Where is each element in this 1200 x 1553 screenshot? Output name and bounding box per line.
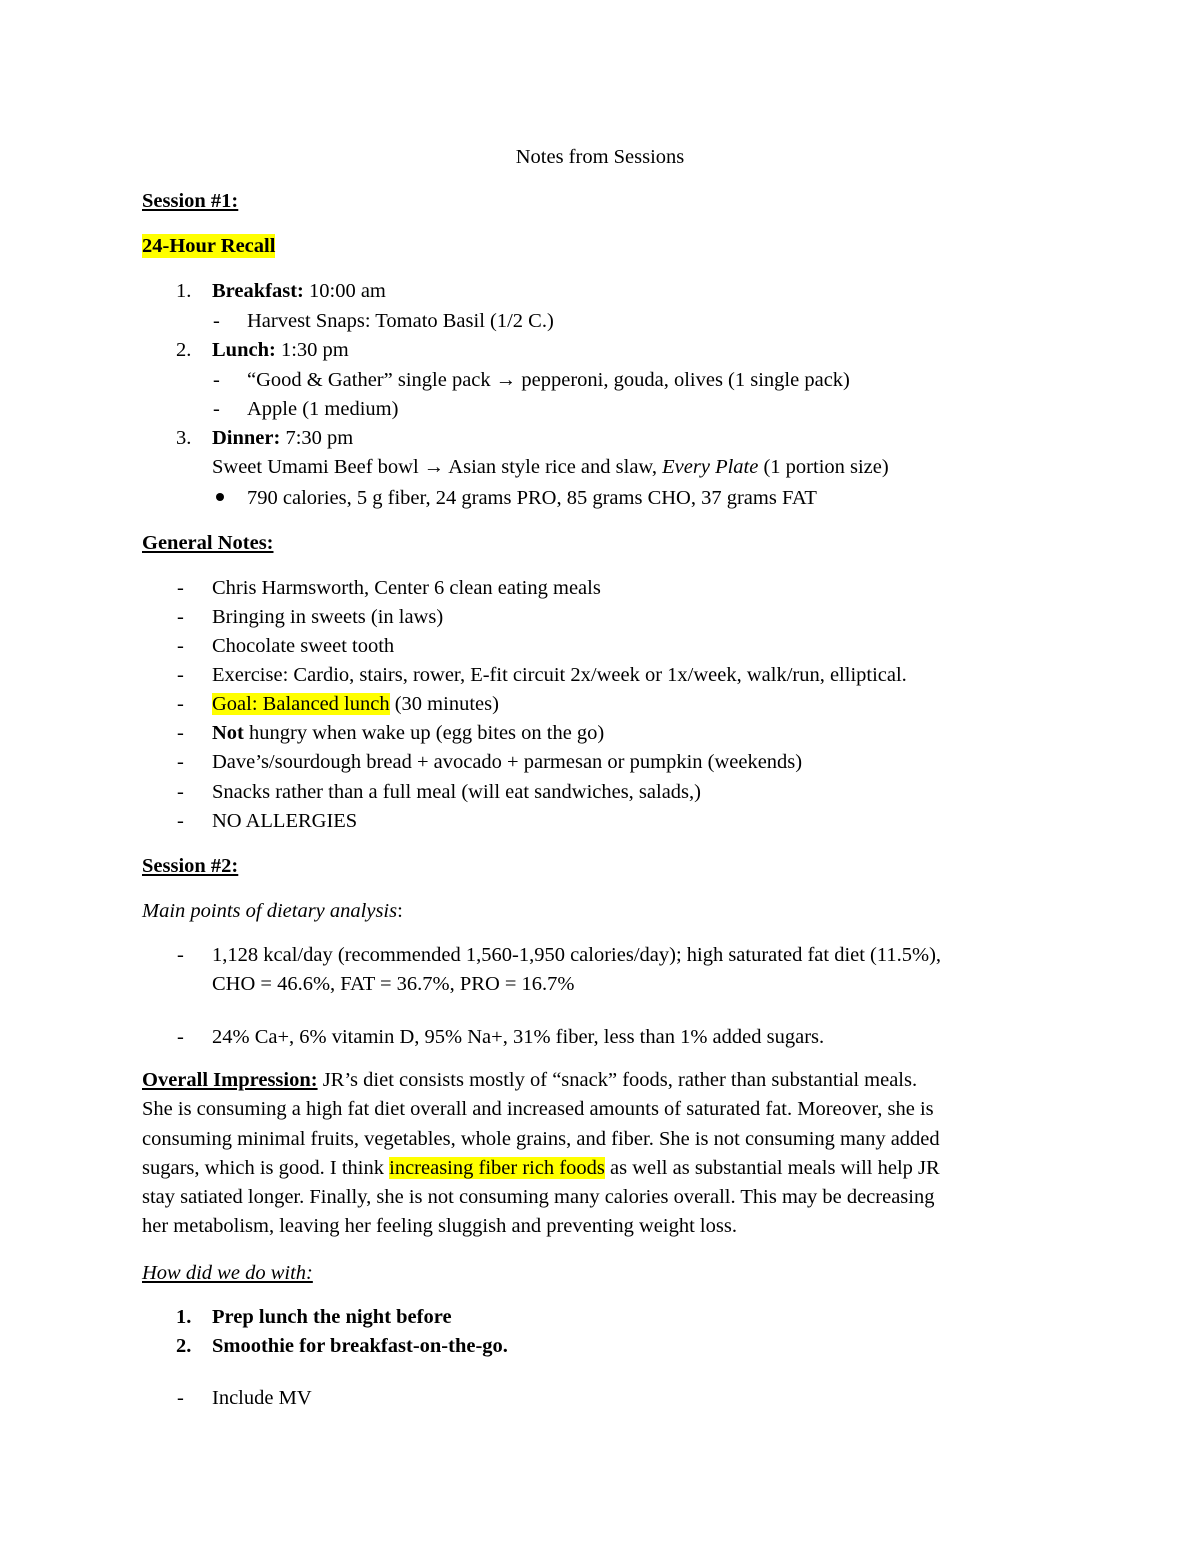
analysis-point-cont: CHO = 46.6%, FAT = 36.7%, PRO = 16.7% bbox=[212, 973, 575, 995]
analysis-label bbox=[142, 899, 403, 923]
dinner-desc-text: Sweet Umami Beef bowl bbox=[212, 456, 424, 478]
dash-marker: - bbox=[177, 635, 184, 657]
goal-item: Prep lunch the night before bbox=[212, 1306, 452, 1328]
meal-label: Lunch: bbox=[212, 339, 276, 361]
impression-line bbox=[142, 1066, 1062, 1095]
analysis-colon: : bbox=[397, 900, 403, 922]
dinner-description bbox=[212, 455, 889, 479]
dinner-brand: Every Plate bbox=[662, 456, 759, 478]
impression-text: as well as substantial meals will help JR bbox=[604, 1156, 940, 1179]
dinner-desc-text: (1 portion size) bbox=[758, 456, 889, 478]
impression-label: Overall Impression: bbox=[142, 1069, 318, 1091]
note-text: (30 minutes) bbox=[389, 693, 499, 715]
meal-breakfast bbox=[212, 279, 386, 303]
how-heading: How did we do with: bbox=[142, 1262, 313, 1284]
analysis-label-text: Main points of dietary analysis bbox=[142, 900, 398, 922]
fiber-highlight: increasing fiber rich foods bbox=[389, 1156, 605, 1179]
goal-number: 1. bbox=[176, 1306, 192, 1328]
dash-marker: - bbox=[177, 810, 184, 832]
goal-item: Smoothie for breakfast-on-the-go. bbox=[212, 1335, 508, 1357]
dash-marker: - bbox=[213, 310, 220, 332]
meal-time: 10:00 am bbox=[303, 280, 386, 302]
nutrition-bullet: 790 calories, 5 g fiber, 24 grams PRO, 85 grams CHO, 37 grams FAT bbox=[247, 487, 817, 509]
session-2-heading: Session #2: bbox=[142, 855, 239, 877]
dash-marker: - bbox=[177, 693, 184, 715]
note-item: Snacks rather than a full meal (will eat sandwiches, salads,) bbox=[212, 781, 701, 803]
meal-time: 7:30 pm bbox=[280, 427, 354, 449]
meal-item-text: “Good & Gather” single pack bbox=[247, 369, 496, 391]
note-item: Exercise: Cardio, stairs, rower, E-fit circuit 2x/week or 1x/week, walk/run, elliptical. bbox=[212, 664, 907, 686]
note-item bbox=[212, 692, 499, 716]
meal-time: 1:30 pm bbox=[275, 339, 349, 361]
dinner-desc-text: Asian style rice and slaw, bbox=[444, 456, 663, 478]
meal-number: 2. bbox=[176, 339, 192, 361]
impression-line: stay satiated longer. Finally, she is not consuming many calories overall. This may be decreasing bbox=[142, 1186, 935, 1209]
page-title: Notes from Sessions bbox=[515, 146, 685, 168]
overall-impression bbox=[142, 1066, 1062, 1242]
meal-label: Dinner: bbox=[212, 427, 281, 449]
impression-line: consuming minimal fruits, vegetables, whole grains, and fiber. She is not consuming many added bbox=[142, 1127, 940, 1150]
dash-marker: - bbox=[177, 751, 184, 773]
dash-marker: - bbox=[213, 369, 220, 391]
meal-item: Apple (1 medium) bbox=[247, 398, 399, 420]
general-notes-heading: General Notes: bbox=[142, 532, 274, 554]
note-item: Chris Harmsworth, Center 6 clean eating meals bbox=[212, 577, 601, 599]
meal-dinner bbox=[212, 426, 353, 450]
meal-lunch bbox=[212, 338, 349, 362]
meal-item-text: pepperoni, gouda, olives (1 single pack) bbox=[516, 369, 850, 391]
analysis-point: 1,128 kcal/day (recommended 1,560-1,950 calories/day); high saturated fat diet (11.5%), bbox=[212, 944, 942, 966]
note-item: Chocolate sweet tooth bbox=[212, 635, 395, 657]
meal-number: 1. bbox=[176, 280, 192, 302]
note-bold: Not bbox=[212, 722, 244, 744]
dash-marker: - bbox=[177, 606, 184, 628]
arrow-icon: → bbox=[423, 456, 445, 478]
note-item bbox=[212, 721, 604, 745]
dash-marker: - bbox=[177, 722, 184, 744]
dash-marker: - bbox=[177, 664, 184, 686]
impression-text: sugars, which is good. I think bbox=[142, 1156, 390, 1179]
dash-marker: - bbox=[177, 577, 184, 599]
recall-heading: 24-Hour Recall bbox=[142, 235, 276, 257]
meal-item: Harvest Snaps: Tomato Basil (1/2 C.) bbox=[247, 310, 554, 332]
dash-marker: - bbox=[177, 1026, 184, 1048]
note-item: NO ALLERGIES bbox=[212, 810, 358, 832]
note-item: Dave’s/sourdough bread + avocado + parmesan or pumpkin (weekends) bbox=[212, 751, 803, 773]
analysis-point: 24% Ca+, 6% vitamin D, 95% Na+, 31% fiber, less than 1% added sugars. bbox=[212, 1026, 825, 1048]
goal-number: 2. bbox=[176, 1335, 192, 1357]
meal-number: 3. bbox=[176, 427, 192, 449]
impression-line bbox=[142, 1154, 1062, 1183]
extra-item: Include MV bbox=[212, 1387, 312, 1409]
impression-text: JR’s diet consists mostly of “snack” foods, rather than substantial meals. bbox=[317, 1069, 918, 1091]
dash-marker: - bbox=[177, 1387, 184, 1409]
note-item: Bringing in sweets (in laws) bbox=[212, 606, 444, 628]
dash-marker: - bbox=[177, 781, 184, 803]
session-1-heading: Session #1: bbox=[142, 190, 239, 212]
dash-marker: - bbox=[177, 944, 184, 966]
meal-label: Breakfast: bbox=[212, 280, 304, 302]
impression-line: her metabolism, leaving her feeling sluggish and preventing weight loss. bbox=[142, 1215, 737, 1238]
dash-marker: - bbox=[213, 398, 220, 420]
impression-line: She is consuming a high fat diet overall and increased amounts of saturated fat. Moreover, she is bbox=[142, 1098, 934, 1121]
goal-highlight: Goal: Balanced lunch bbox=[212, 693, 390, 715]
bullet-icon bbox=[216, 493, 224, 501]
note-text: hungry when wake up (egg bites on the go) bbox=[243, 722, 605, 744]
arrow-icon: → bbox=[495, 369, 517, 391]
meal-item bbox=[247, 368, 850, 392]
